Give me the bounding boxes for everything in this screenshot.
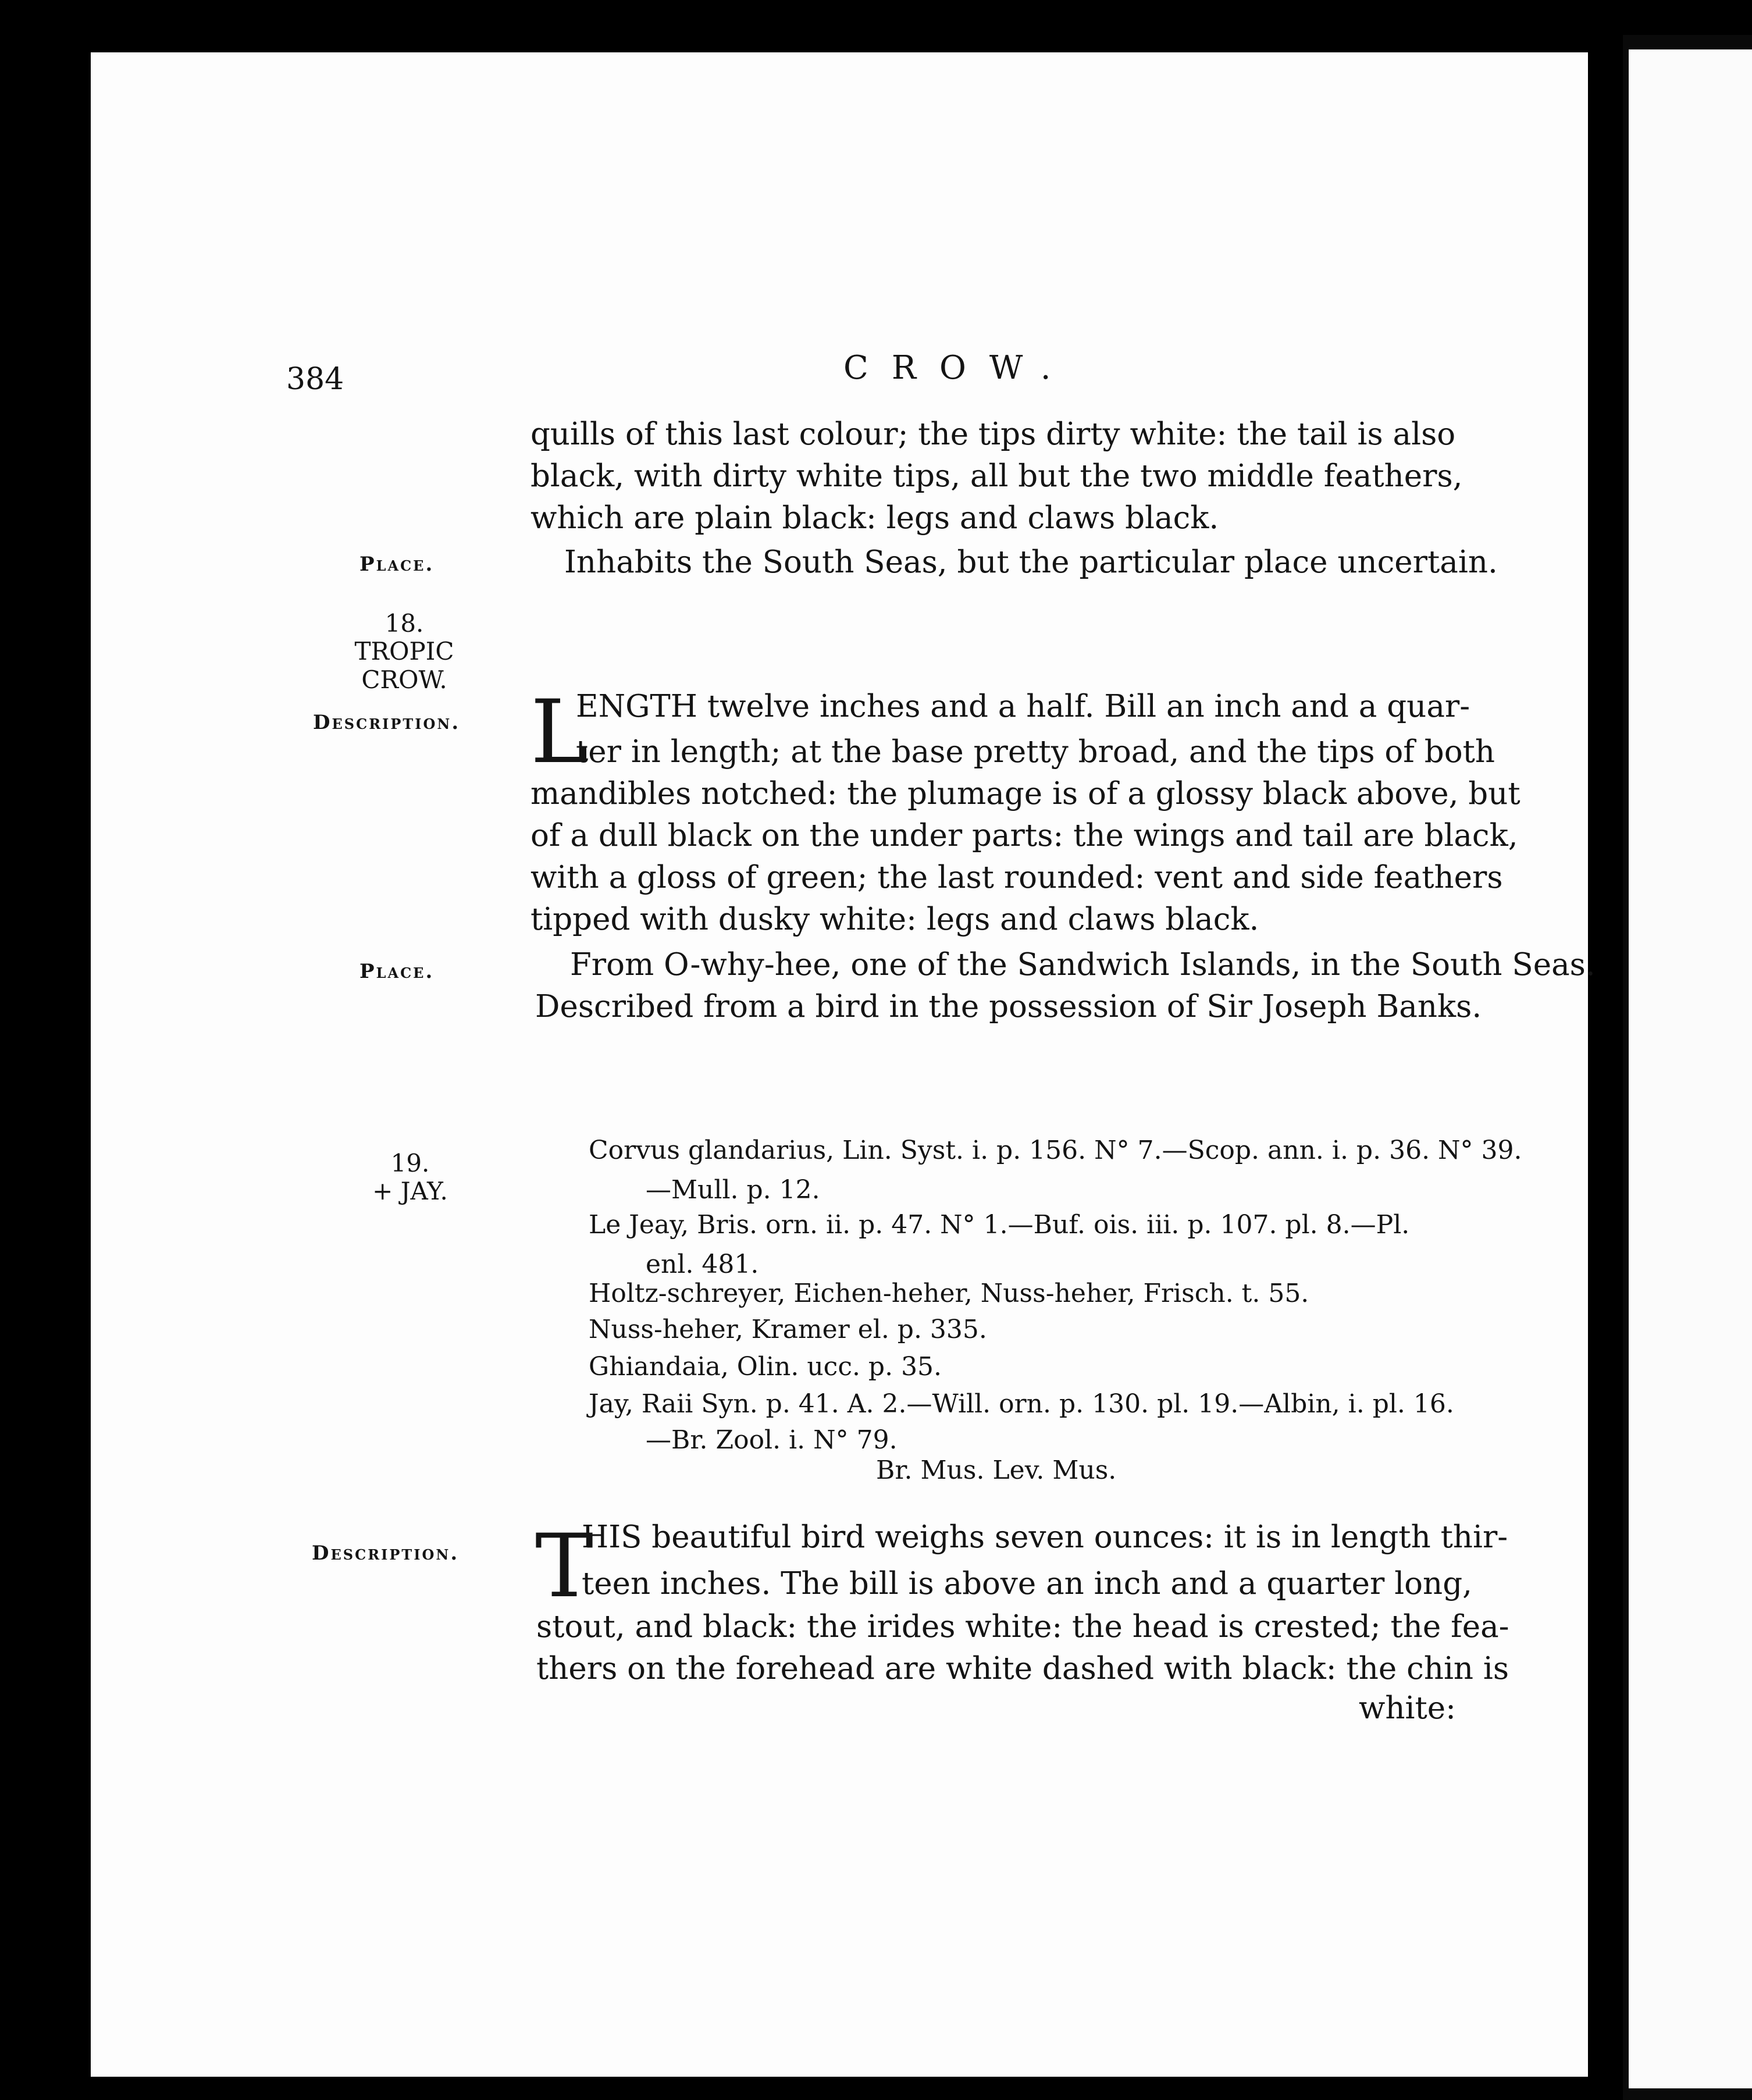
text-line: From O-why-hee, one of the Sandwich Islands, in the South Seas. bbox=[570, 947, 1596, 983]
side-label-place: Place. bbox=[359, 960, 435, 983]
running-head: CROW. bbox=[843, 349, 1074, 387]
text-line: with a gloss of green; the last rounded: vent and side feathers bbox=[530, 860, 1503, 895]
reference-line: Jay, Raii Syn. p. 41. A. 2.—Will. orn. p. 130. pl. 19.—Albin, i. pl. 16. bbox=[589, 1389, 1454, 1419]
text-line: Inhabits the South Seas, but the particular place uncertain. bbox=[564, 544, 1498, 580]
text-line: black, with dirty white tips, all but the two middle feathers, bbox=[530, 458, 1463, 494]
species-number: 18. bbox=[384, 609, 424, 638]
reference-line: —Br. Zool. i. N° 79. bbox=[646, 1425, 898, 1455]
species-heading-tropic-crow bbox=[326, 610, 483, 694]
species-heading-jay bbox=[355, 1149, 465, 1206]
page-number: 384 bbox=[286, 362, 344, 397]
reference-line: Le Jeay, Bris. orn. ii. p. 47. N° 1.—Buf. ois. iii. p. 107. pl. 8.—Pl. bbox=[589, 1210, 1410, 1240]
text-line: quills of this last colour; the tips dirty white: the tail is also bbox=[530, 417, 1456, 452]
side-label-description: Description. bbox=[313, 711, 461, 734]
species-number: 19. bbox=[390, 1149, 430, 1177]
reference-line: —Mull. p. 12. bbox=[646, 1175, 820, 1205]
reference-line: Corvus glandarius, Lin. Syst. i. p. 156. N° 7.—Scop. ann. i. p. 36. N° 39. bbox=[589, 1136, 1522, 1165]
museum-reference: Br. Mus. Lev. Mus. bbox=[876, 1455, 1117, 1485]
text-line: mandibles notched: the plumage is of a glossy black above, but bbox=[530, 776, 1520, 811]
reference-line: Ghiandaia, Olin. ucc. p. 35. bbox=[589, 1352, 942, 1382]
drop-cap: T bbox=[535, 1516, 594, 1617]
species-name: CROW. bbox=[361, 665, 447, 694]
text-line: ter in length; at the base pretty broad, and the tips of both bbox=[576, 734, 1495, 770]
drop-cap: L bbox=[530, 682, 589, 783]
text-line: stout, and black: the irides white: the head is crested; the fea- bbox=[536, 1609, 1509, 1645]
text-line: thers on the forehead are white dashed with black: the chin is bbox=[536, 1651, 1509, 1686]
text-line: HIS beautiful bird weighs seven ounces: it is in length thir- bbox=[582, 1519, 1508, 1555]
text-line: tipped with dusky white: legs and claws black. bbox=[530, 902, 1259, 937]
side-label-place: Place. bbox=[359, 553, 435, 576]
reference-line: Nuss-heher, Kramer el. p. 335. bbox=[589, 1315, 987, 1344]
reference-line: Holtz-schreyer, Eichen-heher, Nuss-heher, Frisch. t. 55. bbox=[589, 1279, 1309, 1308]
catchword: white: bbox=[1359, 1690, 1456, 1726]
reference-line: enl. 481. bbox=[646, 1250, 759, 1279]
species-name: + JAY. bbox=[372, 1177, 448, 1206]
facing-page-edge bbox=[1629, 49, 1752, 2088]
species-name: TROPIC bbox=[354, 637, 454, 666]
text-line: ENGTH twelve inches and a half. Bill an inch and a quar- bbox=[576, 689, 1470, 724]
text-line: Described from a bird in the possession of Sir Joseph Banks. bbox=[535, 989, 1482, 1024]
book-page bbox=[91, 52, 1588, 2077]
text-line: teen inches. The bill is above an inch and a quarter long, bbox=[582, 1566, 1472, 1601]
text-line: which are plain black: legs and claws black. bbox=[530, 500, 1219, 536]
text-line: of a dull black on the under parts: the wings and tail are black, bbox=[530, 818, 1518, 853]
side-label-description: Description. bbox=[312, 1542, 460, 1565]
